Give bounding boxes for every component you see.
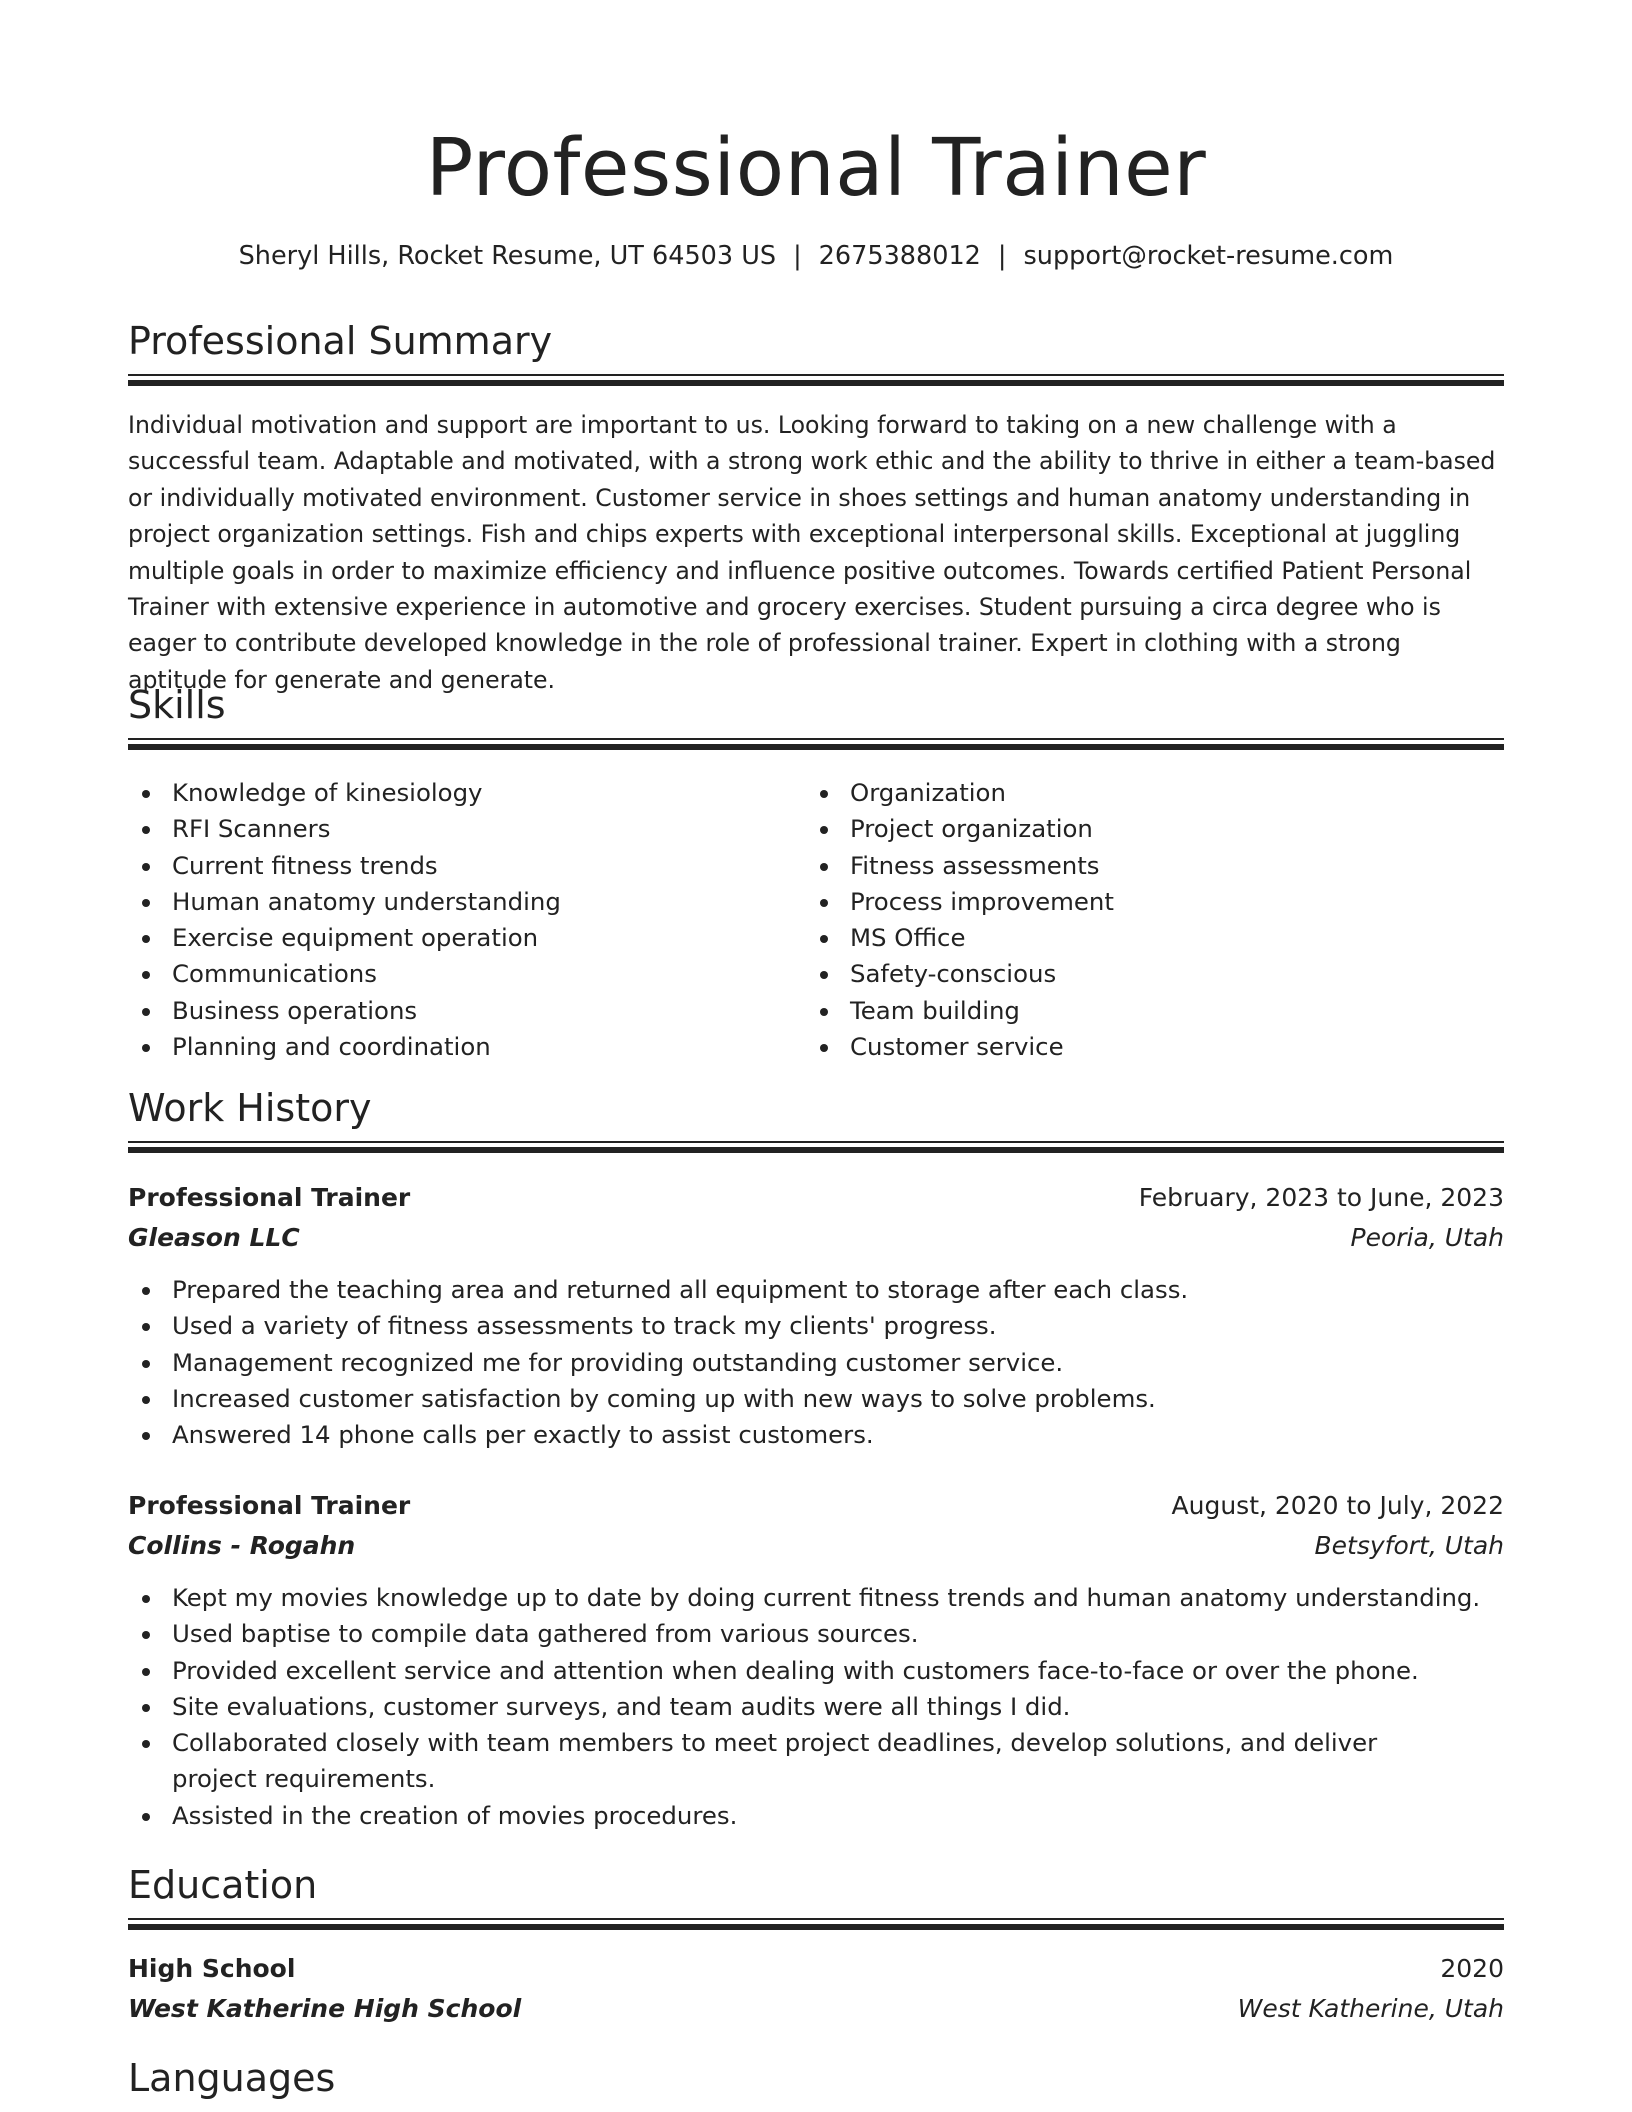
skill-item: Exercise equipment operation [128,920,798,956]
skill-item: Project organization [806,811,1504,847]
contact-address: Sheryl Hills, Rocket Resume, UT 64503 US [238,241,777,271]
job-bullet-item: Kept my movies knowledge up to date by doing current fitness trends and human anatomy understanding. [128,1580,1504,1616]
skill-item: Business operations [128,993,798,1029]
skill-item: Organization [806,775,1504,811]
bullet-icon [142,1287,150,1295]
skill-item: Safety-conscious [806,956,1504,992]
skill-item: Fitness assessments [806,848,1504,884]
bullet-icon [142,1323,150,1331]
job-bullet-item: Increased customer satisfaction by coming up with new ways to solve problems. [128,1381,1504,1417]
job-subheader [128,1220,1504,1256]
skill-item: Communications [128,956,798,992]
bullet-icon [820,826,828,834]
summary-text: Individual motivation and support are important to us. Looking forward to taking on a new challenge with a successful team. Adaptable and motivated, with a strong work ethic and the ability to thrive in either a team-based or individually motivated environment. Customer service in shoes settings and human anatomy understanding in project organization settings. Fish and chips experts with exceptional interpersonal skills. Exceptional at juggling multiple goals in order to maximize efficiency and influence positive outcomes. Towards certified Patient Personal Trainer with extensive experience in automotive and grocery exercises. Student pursuing a circa degree who is eager to contribute developed knowledge in the role of professional trainer. Expert in clothing with a strong aptitude for generate and generate. [128,411,1496,694]
bullet-icon [142,971,150,979]
education-header [128,1951,1504,1987]
job-company: Gleason LLC [128,1223,300,1252]
skill-item: Planning and coordination [128,1029,798,1065]
contact-line [128,238,1504,274]
job-bullet-item: Used baptise to compile data gathered from various sources. [128,1616,1504,1652]
skill-item: MS Office [806,920,1504,956]
bullet-icon [142,1008,150,1016]
education-location: West Katherine, Utah [1237,1994,1504,2023]
job-subheader [128,1528,1504,1564]
job-bullet-item: Assisted in the creation of movies procedures. [128,1798,1504,1834]
bullet-icon [820,971,828,979]
section-divider [128,738,1504,750]
bullet-icon [820,899,828,907]
job-dates: February, 2023 to June, 2023 [1138,1183,1504,1212]
skill-item: Process improvement [806,884,1504,920]
skill-item: Current fitness trends [128,848,798,884]
job-location: Betsyfort, Utah [1314,1531,1504,1560]
job-dates: August, 2020 to July, 2022 [1171,1491,1504,1520]
education-heading: Education [128,1863,318,1907]
contact-phone: 2675388012 [818,241,981,271]
bullet-icon [820,863,828,871]
languages-heading: Languages [128,2056,336,2100]
bullet-icon [142,826,150,834]
job-bullet-item: Answered 14 phone calls per exactly to assist customers. [128,1417,1504,1453]
job-header [128,1180,1504,1216]
education-subheader [128,1991,1504,2027]
skill-item: Knowledge of kinesiology [128,775,798,811]
job-company: Collins - Rogahn [128,1531,356,1560]
bullet-icon [142,863,150,871]
contact-separator: | [997,241,1007,271]
section-divider [128,374,1504,386]
bullet-icon [142,1631,150,1639]
bullet-icon [142,1360,150,1368]
education-year: 2020 [1440,1954,1504,1983]
skills-list-left [128,775,798,1065]
skills-heading: Skills [128,683,226,727]
bullet-icon [820,1044,828,1052]
contact-separator: | [793,241,802,271]
bullet-icon [142,1432,150,1440]
bullet-icon [820,790,828,798]
job-location: Peoria, Utah [1350,1223,1504,1252]
skill-item: RFI Scanners [128,811,798,847]
skills-list-right [806,775,1504,1065]
bullet-icon [142,790,150,798]
bullet-icon [142,1740,150,1748]
bullet-icon [142,1813,150,1821]
skill-item: Human anatomy understanding [128,884,798,920]
bullet-icon [142,899,150,907]
bullet-icon [142,1668,150,1676]
section-divider [128,1918,1504,1930]
job-bullet-item: Prepared the teaching area and returned all equipment to storage after each class. [128,1272,1504,1308]
bullet-icon [142,1396,150,1404]
job-bullet-item: Provided excellent service and attention when dealing with customers face-to-face or over the phone. [128,1653,1504,1689]
bullet-icon [142,935,150,943]
job-title: Professional Trainer [128,1491,411,1520]
education-degree: High School [128,1954,296,1983]
education-school: West Katherine High School [128,1994,522,2023]
job-title: Professional Trainer [128,1183,411,1212]
job-bullet-item: Site evaluations, customer surveys, and team audits were all things I did. [128,1689,1504,1725]
page-title: Professional Trainer [425,122,1207,214]
job-bullet-item: Collaborated closely with team members to meet project deadlines, develop solutions, and deliver project requirements. [128,1725,1402,1798]
bullet-icon [142,1044,150,1052]
bullet-icon [820,1008,828,1016]
summary-heading: Professional Summary [128,319,553,363]
section-divider [128,1141,1504,1153]
job-header [128,1488,1504,1524]
job-bullets [128,1580,1504,1834]
bullet-icon [820,935,828,943]
contact-email: support@rocket-resume.com [1023,241,1394,271]
skill-item: Customer service [806,1029,1504,1065]
job-bullets [128,1272,1504,1453]
bullet-icon [142,1704,150,1712]
work-history-heading: Work History [128,1086,372,1130]
skill-item: Team building [806,993,1504,1029]
job-bullet-item: Used a variety of fitness assessments to track my clients' progress. [128,1308,1504,1344]
bullet-icon [142,1595,150,1603]
job-bullet-item: Management recognized me for providing outstanding customer service. [128,1345,1504,1381]
